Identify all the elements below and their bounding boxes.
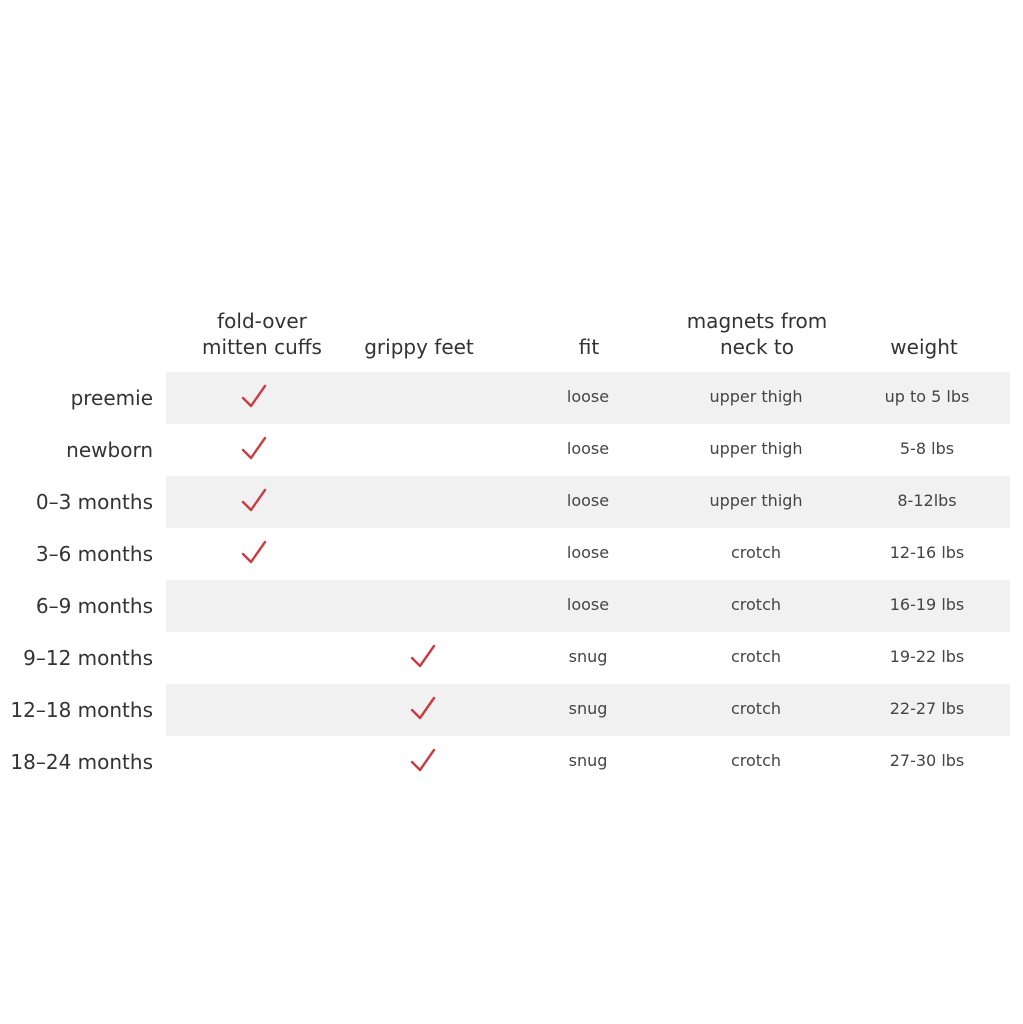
weight-value: 22-27 lbs: [889, 699, 965, 718]
fit-value: snug: [568, 647, 608, 666]
header-weight: weight: [890, 335, 958, 359]
header-mitten-cuffs: fold-over mitten cuffs: [202, 309, 322, 359]
size-label: 6–9 months: [35, 594, 153, 618]
checkmark-icon: [410, 696, 436, 722]
size-label: 12–18 months: [10, 698, 153, 722]
checkmark-icon: [241, 436, 267, 462]
checkmark-icon: [241, 540, 267, 566]
table-row: [0, 736, 1010, 788]
magnets-value: upper thigh: [709, 439, 803, 458]
magnets-value: crotch: [730, 699, 782, 718]
weight-value: 16-19 lbs: [889, 595, 965, 614]
header-magnets: magnets from neck to: [686, 309, 828, 359]
size-label: 18–24 months: [10, 750, 153, 774]
fit-value: loose: [566, 595, 610, 614]
magnets-value: crotch: [730, 595, 782, 614]
weight-value: 5-8 lbs: [899, 439, 955, 458]
header-fit: fit: [578, 335, 600, 359]
magnets-value: upper thigh: [709, 387, 803, 406]
size-label: 9–12 months: [23, 646, 153, 670]
checkmark-icon: [241, 488, 267, 514]
fit-value: snug: [568, 699, 608, 718]
magnets-value: crotch: [730, 647, 782, 666]
weight-value: 19-22 lbs: [889, 647, 965, 666]
size-label: 3–6 months: [35, 542, 153, 566]
table-row: [0, 424, 1010, 476]
table-row: [0, 684, 1010, 736]
fit-value: loose: [566, 387, 610, 406]
table-row: [0, 372, 1010, 424]
fit-value: loose: [566, 491, 610, 510]
fit-value: snug: [568, 751, 608, 770]
table-header: [0, 292, 1010, 372]
magnets-value: crotch: [730, 751, 782, 770]
weight-value: 12-16 lbs: [889, 543, 965, 562]
checkmark-icon: [410, 644, 436, 670]
table-row: [0, 632, 1010, 684]
magnets-value: upper thigh: [709, 491, 803, 510]
table-row: [0, 476, 1010, 528]
fit-value: loose: [566, 439, 610, 458]
size-label: preemie: [70, 386, 153, 410]
checkmark-icon: [241, 384, 267, 410]
weight-value: 27-30 lbs: [889, 751, 965, 770]
fit-value: loose: [566, 543, 610, 562]
table-row: [0, 528, 1010, 580]
table-row: [0, 580, 1010, 632]
checkmark-icon: [410, 748, 436, 774]
magnets-value: crotch: [730, 543, 782, 562]
weight-value: 8-12lbs: [897, 491, 957, 510]
weight-value: up to 5 lbs: [884, 387, 970, 406]
size-label: newborn: [66, 438, 153, 462]
header-grippy-feet: grippy feet: [364, 335, 474, 359]
size-label: 0–3 months: [35, 490, 153, 514]
